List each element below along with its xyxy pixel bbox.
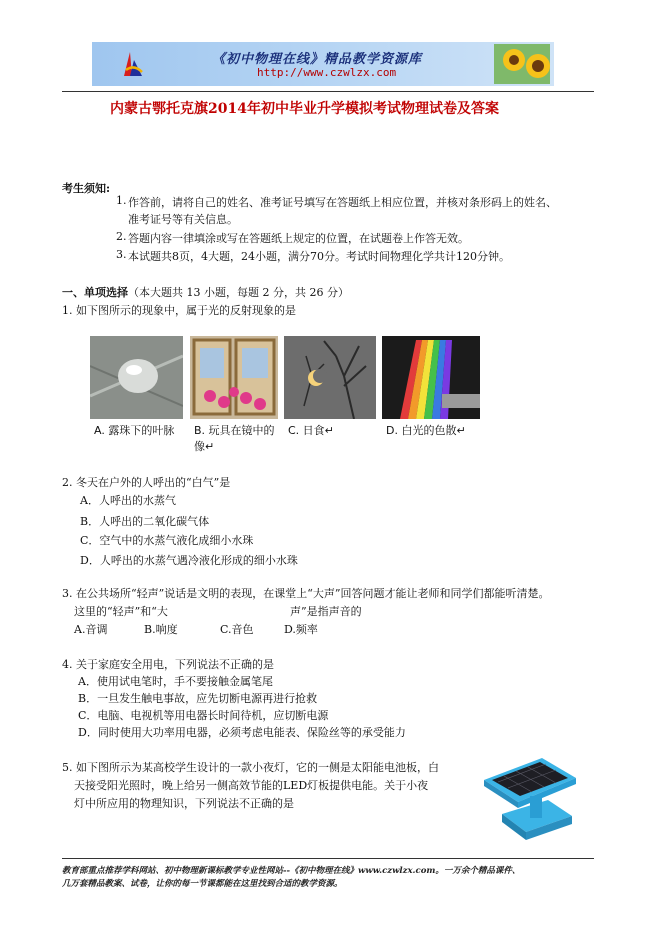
section-heading — [62, 284, 349, 300]
question-5-line: 天接受阳光照时，晚上给另一侧高效节能的LED灯板提供电能。关于小夜 — [74, 779, 429, 792]
site-logo-icon — [122, 50, 144, 78]
option-d: D.频率 — [284, 623, 318, 636]
banner-title: 《初中物理在线》精品教学资源库 — [212, 52, 423, 67]
figure-b — [190, 336, 278, 453]
option-a: A.音调 — [74, 623, 108, 636]
mirror-toys-image — [190, 336, 278, 419]
header-banner — [92, 42, 554, 86]
figure-caption: A. 露珠下的叶脉 — [94, 424, 175, 437]
notice-item-num: 3. — [116, 248, 127, 261]
option-a: A．人呼出的水蒸气 — [80, 494, 176, 507]
solar-eclipse-image — [284, 336, 376, 419]
sunflower-icon — [494, 44, 550, 84]
option-a: A．使用试电笔时，手不要接触金属笔尾 — [78, 675, 273, 688]
footer-line: 几万套精品教案、试卷，让你的每一节课都能在这里找到合适的教学资源。 — [62, 879, 343, 889]
figure-caption: D. 白光的色散↵ — [386, 424, 466, 437]
night-light-image — [476, 752, 580, 852]
question-5-line: 5. 如下图所示为某高校学生设计的一款小夜灯，它的一侧是太阳能电池板，白 — [62, 761, 439, 774]
figure-d — [382, 336, 480, 442]
figure-caption: B. 玩具在镜中的像↵ — [194, 424, 275, 453]
notice-heading: 考生须知: — [62, 182, 111, 195]
option-d: D．人呼出的水蒸气遇冷液化形成的细小水珠 — [80, 554, 298, 567]
question-2-stem: 2. 冬天在户外的人呼出的“白气”是 — [62, 476, 231, 489]
question-5-line: 灯中所应用的物理知识，下列说法不正确的是 — [74, 797, 294, 810]
question-3-line1: 3. 在公共场所“轻声”说话是文明的表现，在课堂上“大声”回答问题才能让老师和同学们都能听清楚。 — [62, 587, 550, 600]
prism-dispersion-image — [382, 336, 480, 419]
question-1-stem: 1. 如下图所示的现象中，属于光的反射现象的是 — [62, 304, 296, 317]
option-b: B．一旦发生触电事故，应先切断电源再进行抢救 — [78, 692, 318, 705]
banner-url: http://www.czwlzx.com — [257, 66, 397, 79]
notice-item-line: 作答前，请将自己的姓名、准考证号填写在答题纸上相应位置，并核对条形码上的姓名、 — [128, 196, 557, 209]
notice-item-num: 2. — [116, 230, 127, 243]
notice-item-line: 准考证号等有关信息。 — [128, 213, 238, 226]
footer-line: 教育部重点推荐学科网站、初中物理新课标教学专业性网站--《初中物理在线》www.czwlzx.com。一万余个精品课件、 — [62, 866, 521, 876]
page-title: 内蒙古鄂托克旗2014年初中毕业升学模拟考试物理试卷及答案 — [110, 101, 499, 117]
header-divider — [62, 91, 594, 92]
notice-item-line: 答题内容一律填涂或写在答题纸上规定的位置，在试题卷上作答无效。 — [128, 232, 469, 245]
option-c: C．空气中的水蒸气液化成细小水珠 — [80, 534, 254, 547]
option-c: C．电脑、电视机等用电器长时间待机，应切断电源 — [78, 709, 329, 722]
dewdrop-leaf-image — [90, 336, 183, 419]
section-title: 一、单项选择 — [62, 286, 128, 299]
question-3-line2b: 声”是指声音的 — [290, 605, 362, 618]
notice-item-line: 本试题共8页，4大题，24小题，满分70分。考试时间物理化学共计120分钟。 — [128, 250, 510, 263]
option-b: B.响度 — [144, 623, 178, 636]
option-b: B．人呼出的二氧化碳气体 — [80, 515, 210, 528]
figure-a — [90, 336, 183, 442]
footer-divider — [62, 858, 594, 859]
notice-item-num: 1. — [116, 194, 127, 207]
option-d: D．同时使用大功率用电器，必须考虑电能表、保险丝等的承受能力 — [78, 726, 406, 739]
question-3-line2a: 这里的“轻声”和“大 — [74, 605, 168, 618]
section-note: （本大题共 13 小题，每题 2 分，共 26 分） — [128, 286, 349, 299]
figure-caption: C. 日食↵ — [288, 424, 334, 437]
option-c: C.音色 — [220, 623, 254, 636]
figure-c — [284, 336, 376, 442]
question-4-stem: 4. 关于家庭安全用电，下列说法不正确的是 — [62, 658, 274, 671]
